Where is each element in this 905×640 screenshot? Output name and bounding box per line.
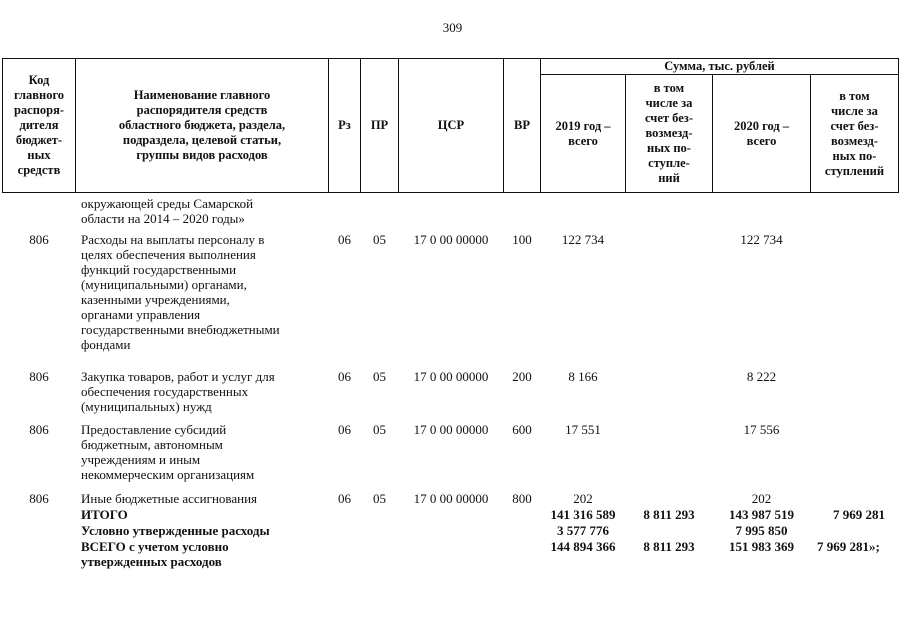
row-csr: 17 0 00 00000	[413, 491, 489, 506]
row-code: 806	[29, 232, 49, 247]
row-rz: 06	[338, 422, 351, 437]
total-2020-free: 7 969 281»;	[817, 539, 880, 554]
header-name: Наименование главного распорядителя средств областного бюджета, раздела, подраздела, целевой статьи, группы видов расходов	[118, 88, 286, 162]
header-csr: ЦСР	[437, 118, 465, 132]
header-2020-free: в том числе за счет без- возмезд- ных по- ступлений	[824, 88, 885, 178]
row-rz: 06	[338, 232, 351, 247]
total-2019: 3 577 776	[557, 523, 609, 538]
total-2020: 151 983 369	[729, 539, 794, 554]
header-2019-free: в том числе за счет без- возмезд- ных по- ступле- ний	[645, 81, 693, 185]
row-2019: 122 734	[561, 232, 605, 247]
row-vr: 100	[512, 232, 532, 247]
header-sum-group: Сумма, тыс. рублей	[664, 59, 775, 73]
row-code: 806	[29, 369, 49, 384]
total-2020-free: 7 969 281	[833, 507, 885, 522]
row-2020: 202	[751, 491, 772, 506]
row-2020: 17 556	[743, 422, 780, 437]
header-code: Код главного распоря- дителя бюджет- ных средств	[13, 73, 65, 177]
total-label: Условно утвержденные расходы	[81, 523, 270, 538]
total-2019: 144 894 366	[550, 539, 616, 554]
header-vr: ВР	[514, 118, 530, 132]
row-code: 806	[29, 422, 49, 437]
total-2020: 143 987 519	[729, 507, 794, 522]
total-label: ВСЕГО с учетом условно утвержденных расходов	[81, 539, 229, 569]
row-name: Иные бюджетные ассигнования	[81, 491, 258, 506]
row-name: окружающей среды Самарской области на 2014 – 2020 годы»	[81, 196, 254, 226]
header-rz: Рз	[338, 118, 351, 132]
total-2019: 141 316 589	[550, 507, 616, 522]
row-rz: 06	[338, 369, 351, 384]
row-2019: 202	[573, 491, 593, 506]
row-pr: 05	[373, 422, 386, 437]
total-2020: 7 995 850	[735, 523, 788, 538]
row-vr: 800	[512, 491, 532, 506]
total-2019-free: 8 811 293	[643, 507, 695, 522]
row-name: Предоставление субсидий бюджетным, автономным учреждениям и иным некоммерческим организациям	[81, 422, 255, 482]
row-pr: 05	[373, 232, 386, 247]
row-vr: 200	[512, 369, 532, 384]
row-csr: 17 0 00 00000	[413, 369, 489, 384]
page-number: 309	[442, 20, 463, 35]
row-pr: 05	[373, 491, 386, 506]
row-2019: 8 166	[568, 369, 598, 384]
header-pr: ПР	[370, 118, 389, 132]
row-csr: 17 0 00 00000	[413, 232, 489, 247]
row-pr: 05	[373, 369, 386, 384]
row-csr: 17 0 00 00000	[413, 422, 489, 437]
row-name: Расходы на выплаты персоналу в целях обеспечения выполнения функций государственными (муниципальными) органами, казенными учреждениями, органами управления государственными внебюджетными фондами	[81, 232, 280, 352]
row-2020: 8 222	[746, 369, 777, 384]
row-name: Закупка товаров, работ и услуг для обеспечения государственных (муниципальных) нужд	[81, 369, 275, 414]
row-rz: 06	[338, 491, 351, 506]
header-2020: 2020 год – всего	[733, 118, 790, 148]
row-2019: 17 551	[565, 422, 601, 437]
row-vr: 600	[512, 422, 532, 437]
header-2019: 2019 год – всего	[555, 118, 611, 148]
row-code: 806	[29, 491, 49, 506]
total-label: ИТОГО	[81, 507, 128, 522]
row-2020: 122 734	[740, 232, 783, 247]
total-2019-free: 8 811 293	[643, 539, 695, 554]
